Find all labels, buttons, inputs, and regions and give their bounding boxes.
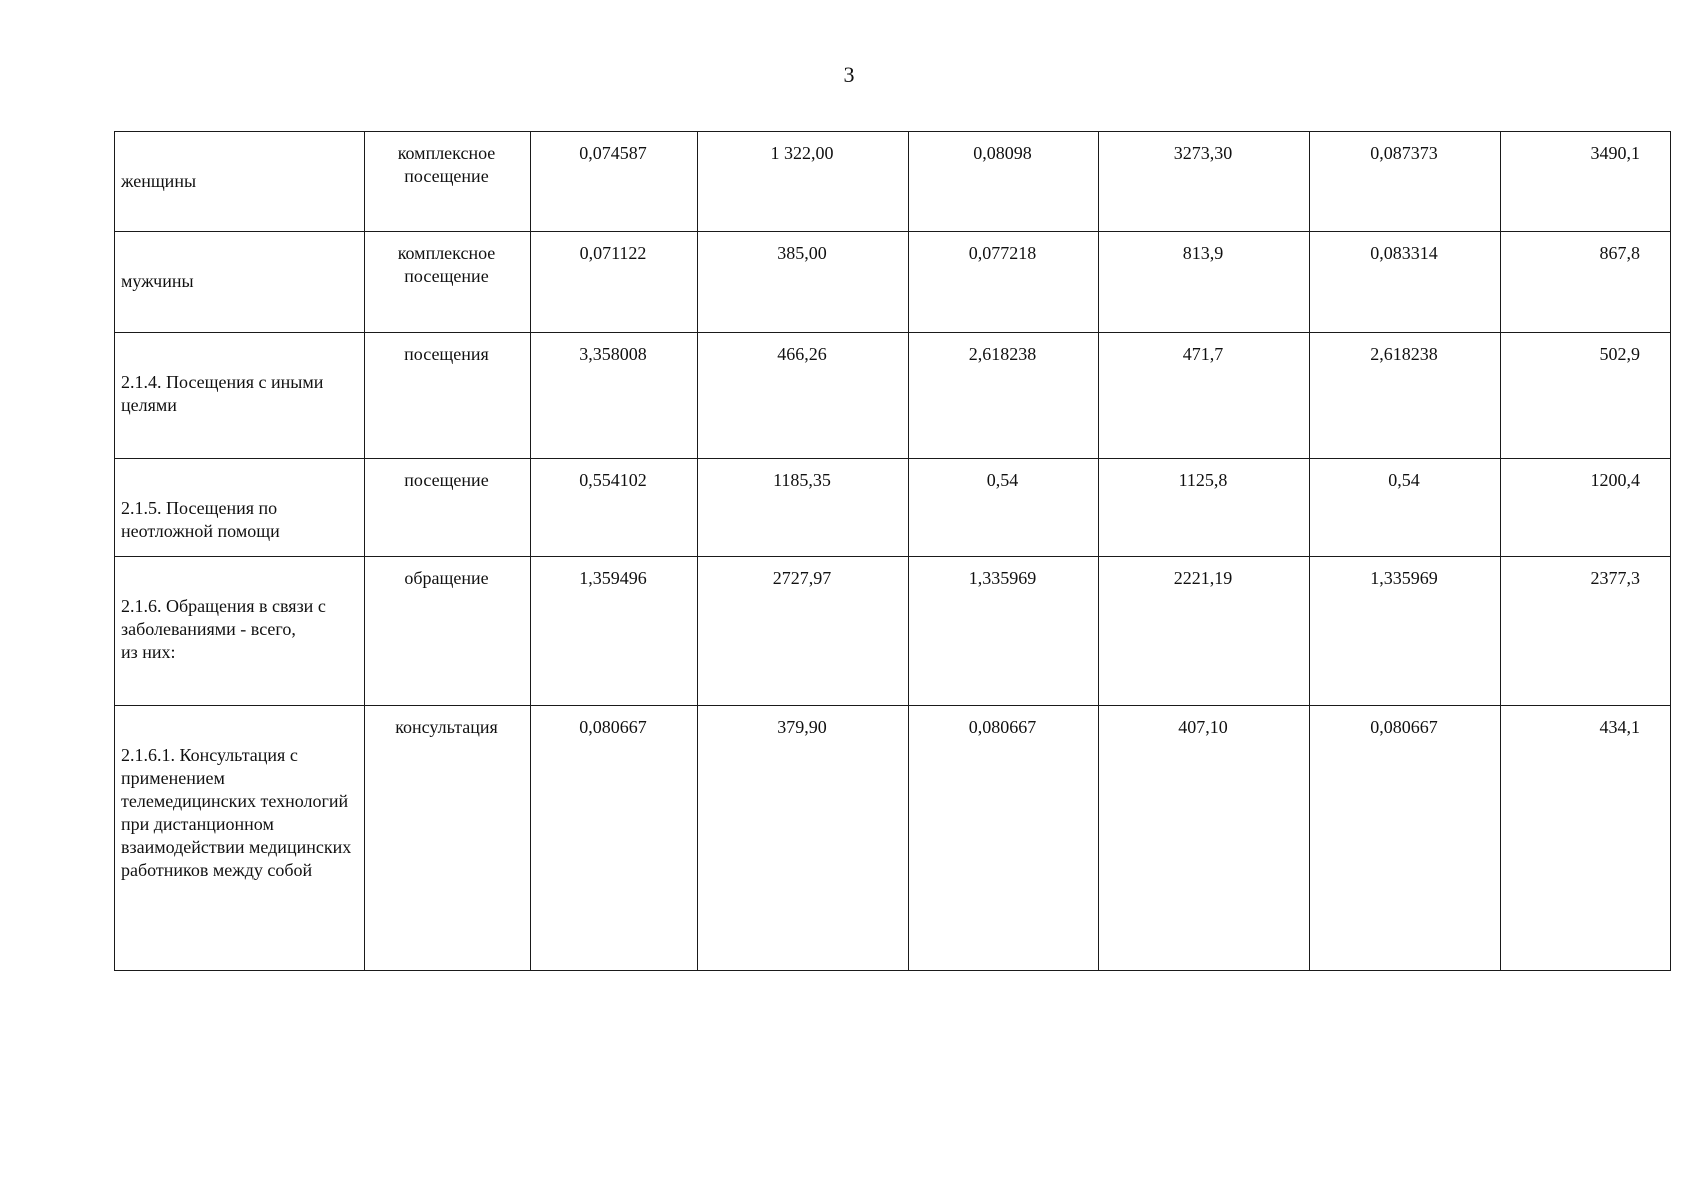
unit-cell: посещения xyxy=(365,333,531,459)
value-cell: 2,618238 xyxy=(909,333,1099,459)
value-cell: 3490,1 xyxy=(1501,132,1671,232)
value-cell: 0,080667 xyxy=(531,706,698,971)
value-cell: 813,9 xyxy=(1099,232,1310,333)
value-cell: 2727,97 xyxy=(698,557,909,706)
value-cell: 0,54 xyxy=(909,459,1099,557)
value-cell: 407,10 xyxy=(1099,706,1310,971)
data-table xyxy=(114,131,1671,971)
value-cell: 2,618238 xyxy=(1310,333,1501,459)
value-cell: 0,083314 xyxy=(1310,232,1501,333)
value-cell: 2221,19 xyxy=(1099,557,1310,706)
value-cell: 0,08098 xyxy=(909,132,1099,232)
row-name-cell xyxy=(115,232,365,333)
page-number: 3 xyxy=(843,62,855,87)
row-name: 2.1.4. Посещения с иными целями xyxy=(121,372,324,415)
table-row xyxy=(115,557,1671,706)
row-name: женщины xyxy=(121,171,197,191)
row-name-cell xyxy=(115,706,365,971)
row-name: 2.1.6.1. Консультация с применением телемедицинских технологий при дистанционном взаимодействии медицинских работников между собой xyxy=(121,745,352,880)
table-row xyxy=(115,333,1671,459)
value-cell: 2377,3 xyxy=(1501,557,1671,706)
value-cell: 867,8 xyxy=(1501,232,1671,333)
value-cell: 1,335969 xyxy=(909,557,1099,706)
row-name-cell xyxy=(115,557,365,706)
value-cell: 3273,30 xyxy=(1099,132,1310,232)
row-name: 2.1.6. Обращения в связи с заболеваниями - всего, из них: xyxy=(121,596,326,662)
row-name-cell xyxy=(115,459,365,557)
value-cell: 1185,35 xyxy=(698,459,909,557)
table-row xyxy=(115,132,1671,232)
value-cell: 0,54 xyxy=(1310,459,1501,557)
value-cell: 1 322,00 xyxy=(698,132,909,232)
value-cell: 0,077218 xyxy=(909,232,1099,333)
value-cell: 471,7 xyxy=(1099,333,1310,459)
value-cell: 0,080667 xyxy=(909,706,1099,971)
row-name-cell xyxy=(115,132,365,232)
value-cell: 3,358008 xyxy=(531,333,698,459)
value-cell: 0,554102 xyxy=(531,459,698,557)
unit-cell: обращение xyxy=(365,557,531,706)
unit-cell: посещение xyxy=(365,459,531,557)
value-cell: 379,90 xyxy=(698,706,909,971)
value-cell: 466,26 xyxy=(698,333,909,459)
row-name: мужчины xyxy=(121,271,194,291)
value-cell: 434,1 xyxy=(1501,706,1671,971)
value-cell: 0,071122 xyxy=(531,232,698,333)
unit-cell: комплексное посещение xyxy=(365,232,531,333)
value-cell: 1,335969 xyxy=(1310,557,1501,706)
value-cell: 1200,4 xyxy=(1501,459,1671,557)
value-cell: 1,359496 xyxy=(531,557,698,706)
row-name: 2.1.5. Посещения по неотложной помощи xyxy=(121,498,280,541)
value-cell: 1125,8 xyxy=(1099,459,1310,557)
value-cell: 385,00 xyxy=(698,232,909,333)
value-cell: 0,080667 xyxy=(1310,706,1501,971)
value-cell: 0,074587 xyxy=(531,132,698,232)
value-cell: 0,087373 xyxy=(1310,132,1501,232)
table-row xyxy=(115,459,1671,557)
table-row xyxy=(115,706,1671,971)
table-row xyxy=(115,232,1671,333)
unit-cell: консультация xyxy=(365,706,531,971)
unit-cell: комплексное посещение xyxy=(365,132,531,232)
value-cell: 502,9 xyxy=(1501,333,1671,459)
row-name-cell xyxy=(115,333,365,459)
